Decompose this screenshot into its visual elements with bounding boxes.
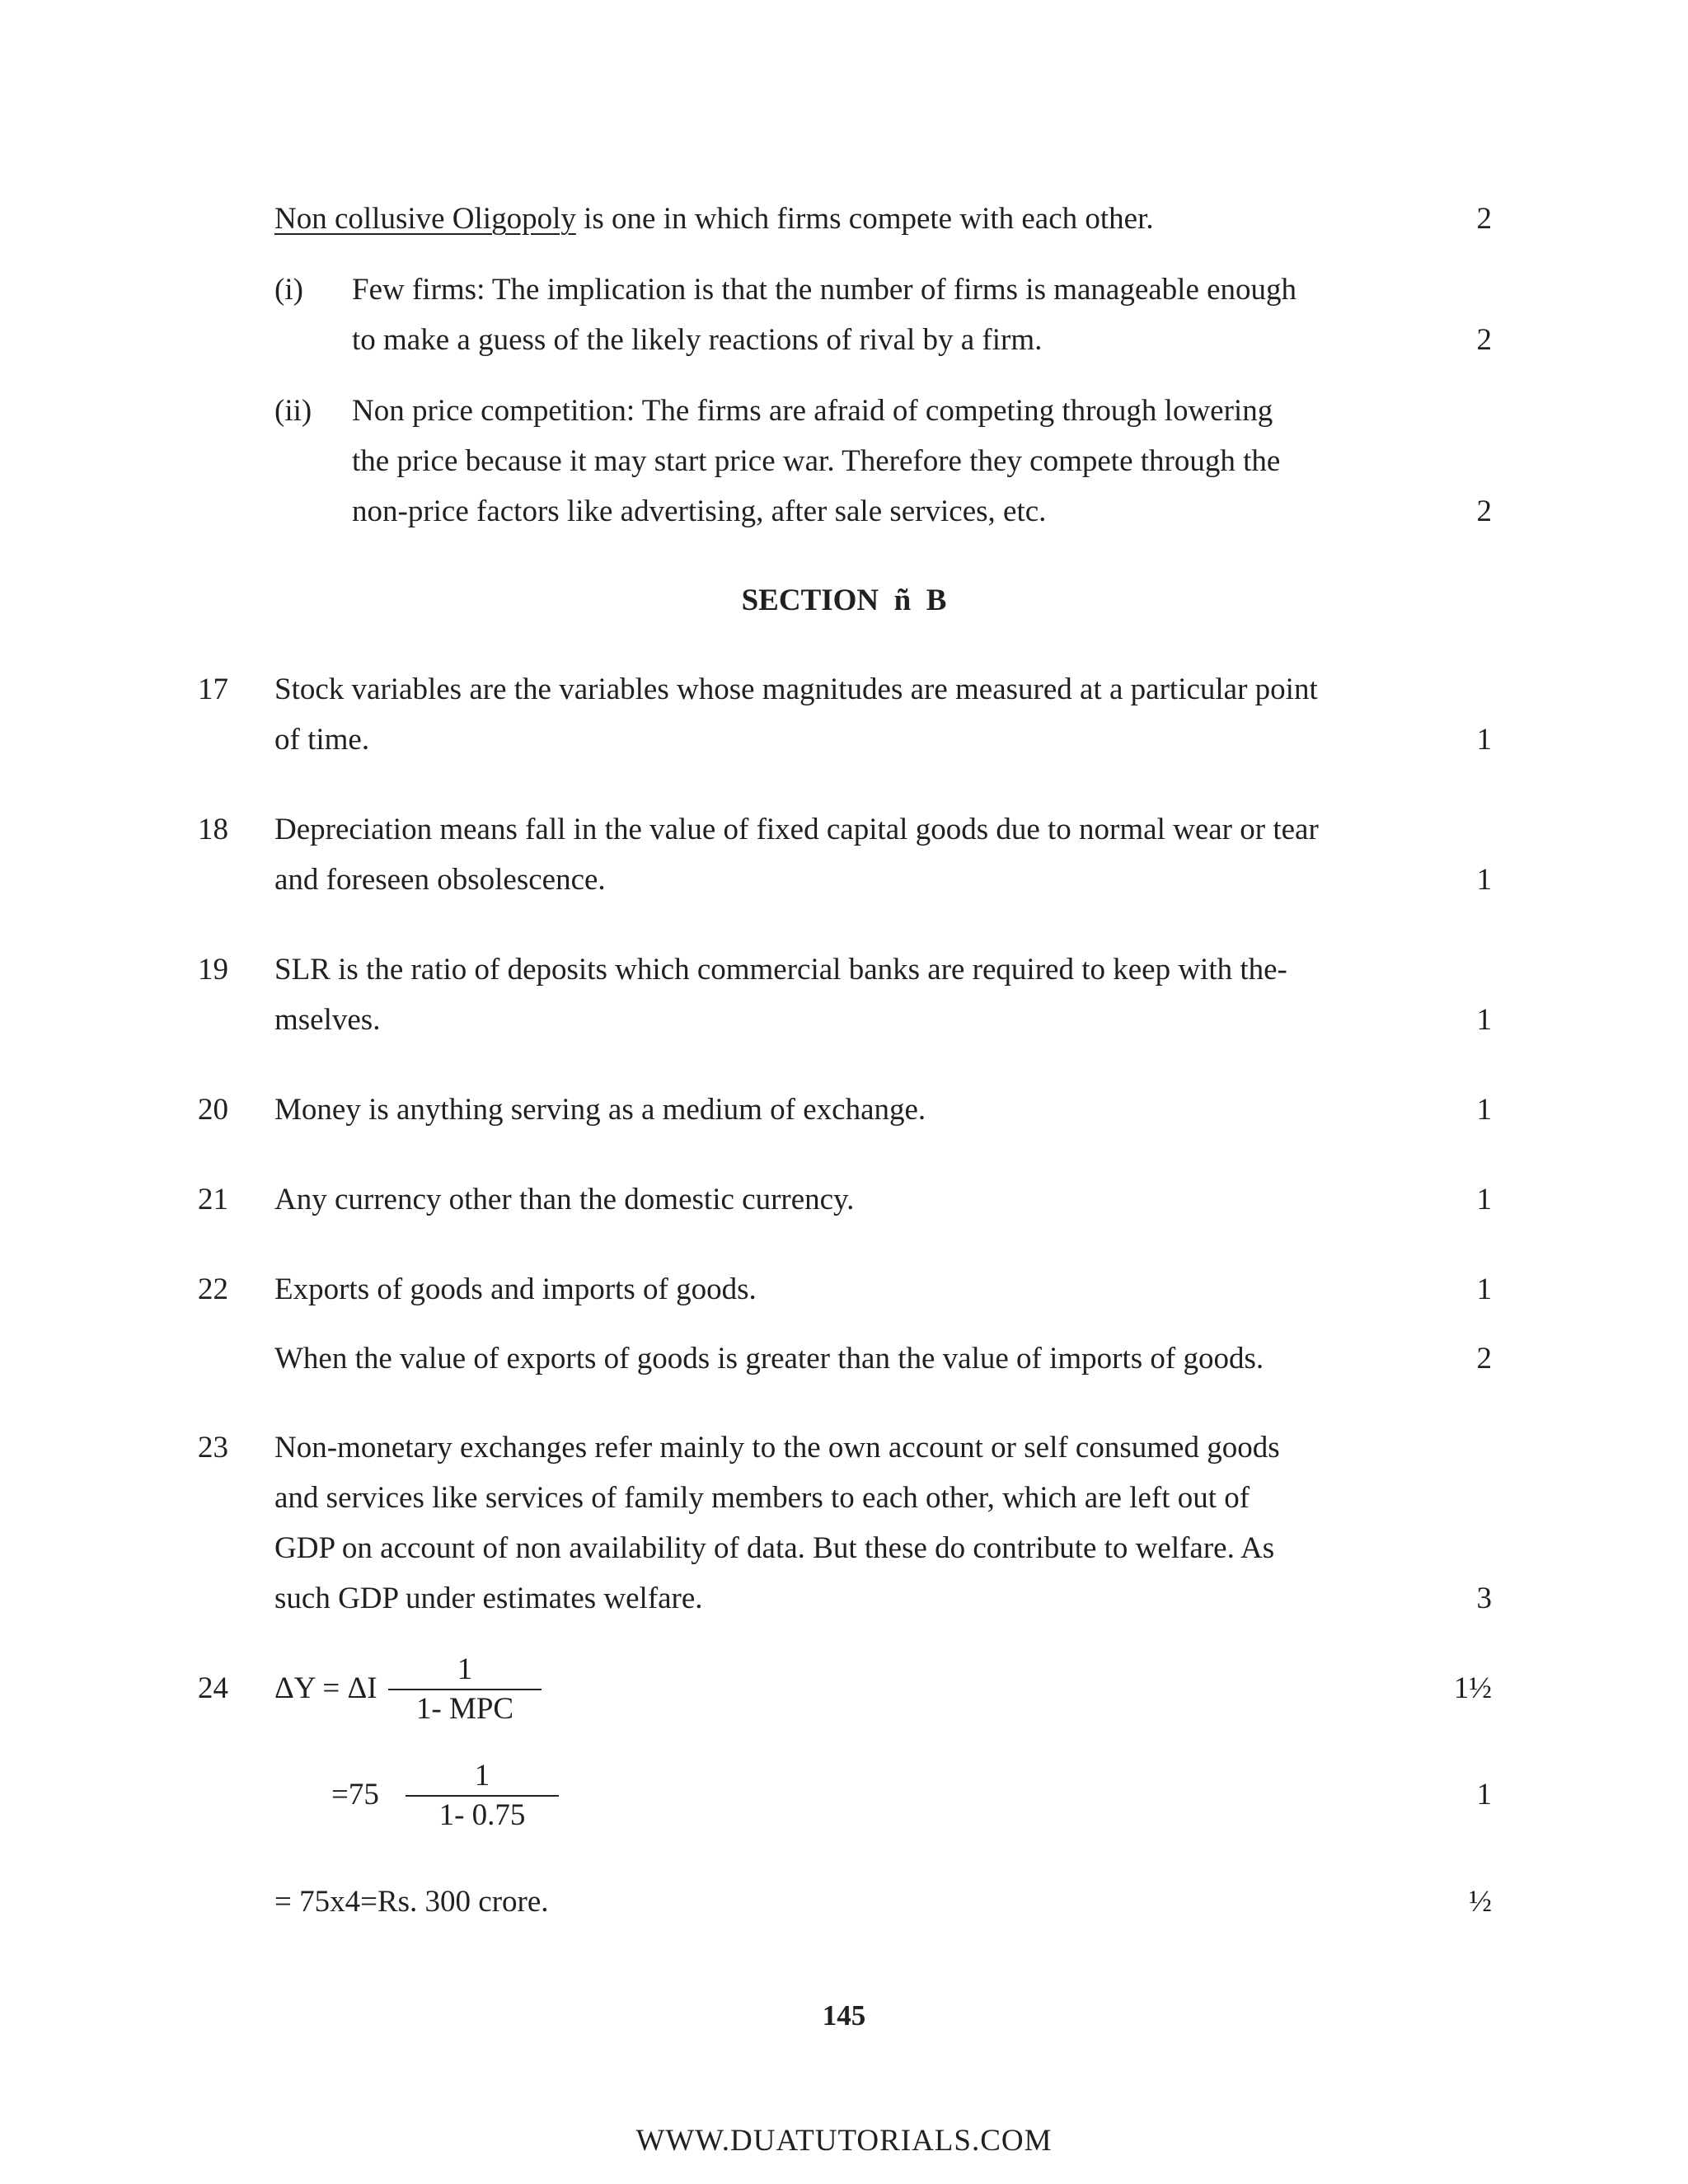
section-heading: SECTION ñ B [741, 583, 947, 617]
question-number: 24 [198, 1671, 228, 1705]
marks-label: 1 [1476, 863, 1492, 897]
answer-line: Exports of goods and imports of goods. [274, 1272, 757, 1306]
item-text-line: Non price competition: The firms are afraid of competing through lowering [352, 394, 1273, 428]
marks-label: ½ [1469, 1885, 1492, 1919]
answer-line: Non-monetary exchanges refer mainly to the own account or self consumed goods [274, 1431, 1280, 1465]
question-number: 21 [198, 1183, 228, 1216]
marks-label: 1 [1476, 723, 1492, 757]
marks-label: 2 [1476, 1342, 1492, 1376]
marks-label: 2 [1476, 323, 1492, 357]
fraction-numerator: 1 [474, 1759, 490, 1793]
answer-line: of time. [274, 723, 370, 757]
marks-label: 3 [1476, 1582, 1492, 1615]
answer-line: Any currency other than the domestic currency. [274, 1183, 855, 1216]
item-label: (ii) [274, 394, 312, 428]
item-text-line: Few firms: The implication is that the number of firms is manageable enough [352, 273, 1297, 307]
fraction-denominator: 1- MPC [415, 1692, 514, 1726]
answer-line: GDP on account of non availability of data. But these do contribute to welfare. As [274, 1531, 1275, 1565]
marks-label: 1 [1476, 1778, 1492, 1811]
answer-line: Depreciation means fall in the value of fixed capital goods due to normal wear or tear [274, 813, 1319, 846]
marks-label: 1 [1476, 1272, 1492, 1306]
question-number: 22 [198, 1272, 228, 1306]
answer-line: Stock variables are the variables whose magnitudes are measured at a particular point [274, 673, 1318, 706]
marks-label: 2 [1476, 494, 1492, 528]
question-number: 18 [198, 813, 228, 846]
marks-label: 1½ [1453, 1671, 1492, 1705]
oligopoly-definition [274, 201, 1154, 237]
fraction-denominator: 1- 0.75 [438, 1798, 526, 1832]
multiplier-fraction [388, 1652, 542, 1727]
answer-line: such GDP under estimates welfare. [274, 1582, 703, 1615]
fraction-bar [388, 1689, 542, 1690]
marks-label: 2 [1476, 202, 1492, 236]
answer-line: When the value of exports of goods is greater than the value of imports of goods. [274, 1342, 1264, 1376]
answer-line: SLR is the ratio of deposits which commercial banks are required to keep with the- [274, 953, 1287, 987]
answer-line: mselves. [274, 1003, 381, 1037]
footer-website: WWW.DUATUTORIALS.COM [635, 2124, 1053, 2158]
question-number: 17 [198, 673, 228, 706]
answer-line: Money is anything serving as a medium of exchange. [274, 1093, 926, 1127]
item-text-line: the price because it may start price war. Therefore they compete through the [352, 444, 1281, 478]
question-number: 19 [198, 953, 228, 987]
item-text-line: to make a guess of the likely reactions of rival by a firm. [352, 323, 1043, 357]
marks-label: 1 [1476, 1183, 1492, 1216]
fraction-numerator: 1 [457, 1652, 473, 1686]
question-number: 20 [198, 1093, 228, 1127]
equation-lhs: =75 [331, 1778, 379, 1811]
item-label: (i) [274, 273, 303, 307]
question-number: 23 [198, 1431, 228, 1465]
marks-label: 1 [1476, 1003, 1492, 1037]
item-text-line: non-price factors like advertising, after sale services, etc. [352, 494, 1047, 528]
multiplier-fraction [406, 1759, 559, 1833]
answer-line: and foreseen obsolescence. [274, 863, 606, 897]
marks-label: 1 [1476, 1093, 1492, 1127]
fraction-bar [406, 1795, 559, 1797]
answer-line: and services like services of family members to each other, which are left out of [274, 1481, 1250, 1515]
oligopoly-definition-text: is one in which firms compete with each other. [575, 202, 1154, 236]
equation-result: = 75x4=Rs. 300 crore. [274, 1885, 549, 1919]
page-number: 145 [822, 1999, 866, 2032]
equation-lhs: ΔY = ΔI [274, 1671, 377, 1705]
oligopoly-term: Non collusive Oligopoly [274, 202, 576, 236]
